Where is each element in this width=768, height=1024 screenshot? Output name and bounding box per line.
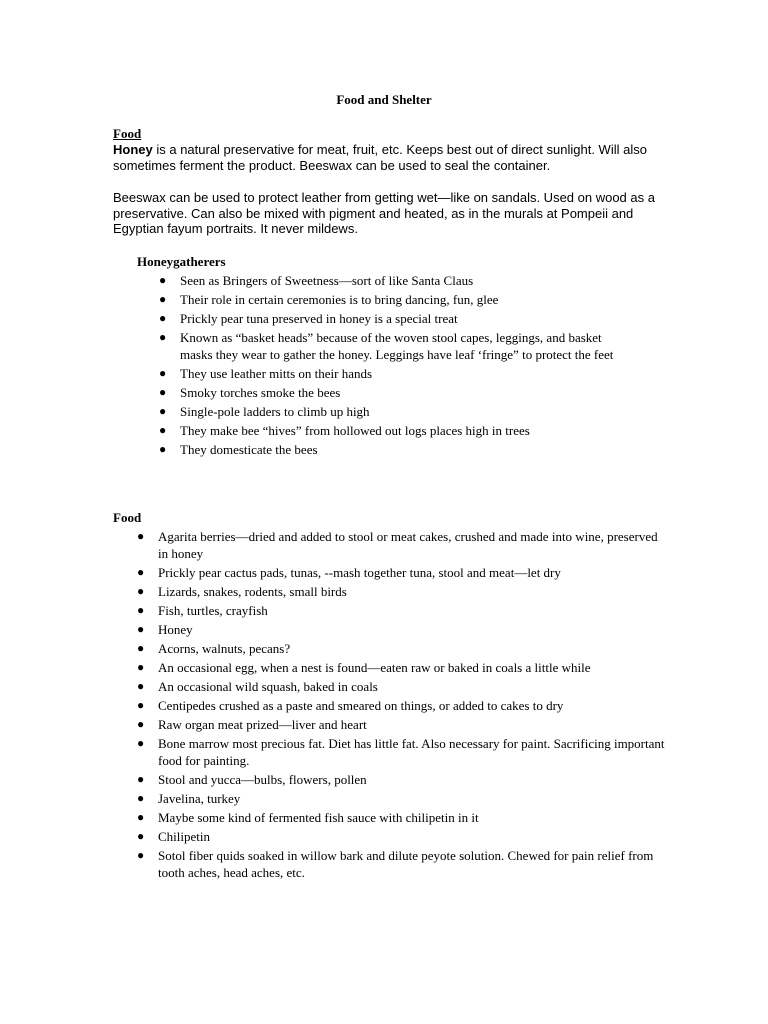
bullet-icon: ● <box>137 529 145 543</box>
list-item: ● Bone marrow most precious fat. Diet has little fat. Also necessary for paint. Sacrificing important food for painting. <box>137 736 665 768</box>
bullet-icon: ● <box>137 565 145 579</box>
list-item: ● Fish, turtles, crayfish <box>137 603 268 618</box>
list-item: ● Smoky torches smoke the bees <box>159 385 341 400</box>
list-item: ● An occasional wild squash, baked in coals <box>137 679 378 694</box>
honey-paragraph <box>113 142 663 173</box>
bullet-icon: ● <box>159 366 167 380</box>
bullet-icon: ● <box>159 385 167 399</box>
honey-paragraph-text: is a natural preservative for meat, fruit, etc. Keeps best out of direct sunlight. Will also sometimes ferment the product. Beeswax can be used to seal the container. <box>113 142 647 173</box>
bullet-icon: ● <box>159 404 167 418</box>
list-item: ● Acorns, walnuts, pecans? <box>137 641 291 656</box>
list-item: ● They use leather mitts on their hands <box>159 366 373 381</box>
bullet-icon: ● <box>137 791 145 805</box>
list-item: ● Sotol fiber quids soaked in willow bark and dilute peyote solution. Chewed for pain relief from tooth aches, head aches, etc. <box>137 848 654 880</box>
list-item: ● Known as “basket heads” because of the woven stool capes, leggings, and basket masks they wear to gather the honey. Leggings have leaf ‘fringe” to protect the feet <box>159 330 614 362</box>
bullet-icon: ● <box>137 641 145 655</box>
bullet-icon: ● <box>159 273 167 287</box>
section-heading-honeygatherers: Honeygatherers <box>137 254 226 269</box>
bullet-icon: ● <box>137 660 145 674</box>
bullet-icon: ● <box>137 848 145 862</box>
bullet-icon: ● <box>137 772 145 786</box>
list-item: ● Their role in certain ceremonies is to bring dancing, fun, glee <box>159 292 499 307</box>
bullet-icon: ● <box>159 442 167 456</box>
bullet-icon: ● <box>137 810 145 824</box>
page-title: Food and Shelter <box>336 92 432 107</box>
list-item: ● Seen as Bringers of Sweetness—sort of like Santa Claus <box>159 273 474 288</box>
bullet-icon: ● <box>137 679 145 693</box>
list-item: ● Prickly pear cactus pads, tunas, --mash together tuna, stool and meat—let dry <box>137 565 561 580</box>
list-item: ● Lizards, snakes, rodents, small birds <box>137 584 347 599</box>
bullet-icon: ● <box>137 603 145 617</box>
section-heading-food: Food <box>113 126 142 141</box>
honeygatherers-list <box>158 272 628 460</box>
bullet-icon: ● <box>159 330 167 344</box>
bullet-icon: ● <box>137 622 145 636</box>
honey-lead: Honey <box>113 142 153 157</box>
bullet-icon: ● <box>159 423 167 437</box>
list-item: ● They domesticate the bees <box>159 442 318 457</box>
list-item: ● Maybe some kind of fermented fish sauce with chilipetin in it <box>137 810 479 825</box>
bullet-icon: ● <box>137 698 145 712</box>
list-item: ● Stool and yucca—bulbs, flowers, pollen <box>137 772 367 787</box>
list-item: ● Single-pole ladders to climb up high <box>159 404 370 419</box>
list-item: ● Raw organ meat prized—liver and heart <box>137 717 367 732</box>
list-item: ● Honey <box>137 622 193 637</box>
list-item: ● Chilipetin <box>137 829 210 844</box>
bullet-icon: ● <box>137 736 145 750</box>
list-item: ● Javelina, turkey <box>137 791 241 806</box>
bullet-icon: ● <box>159 311 167 325</box>
bullet-icon: ● <box>137 584 145 598</box>
list-item: ● Agarita berries—dried and added to stool or meat cakes, crushed and made into wine, preserved in honey <box>137 529 658 561</box>
bullet-icon: ● <box>137 829 145 843</box>
beeswax-paragraph: Beeswax can be used to protect leather from getting wet—like on sandals. Used on wood as a preservative. Can also be mixed with pigment and heated, as in the murals at Pompeii and Egyptian fayum portraits. It never mildews. <box>113 190 655 236</box>
list-item: ● Centipedes crushed as a paste and smeared on things, or added to cakes to dry <box>137 698 564 713</box>
section-heading-food-list: Food <box>113 510 142 525</box>
list-item: ● Prickly pear tuna preserved in honey is a special treat <box>159 311 458 326</box>
list-item: ● An occasional egg, when a nest is found—eaten raw or baked in coals a little while <box>137 660 591 675</box>
bullet-icon: ● <box>159 292 167 306</box>
food-list <box>136 528 666 883</box>
list-item: ● They make bee “hives” from hollowed out logs places high in trees <box>159 423 530 438</box>
bullet-icon: ● <box>137 717 145 731</box>
